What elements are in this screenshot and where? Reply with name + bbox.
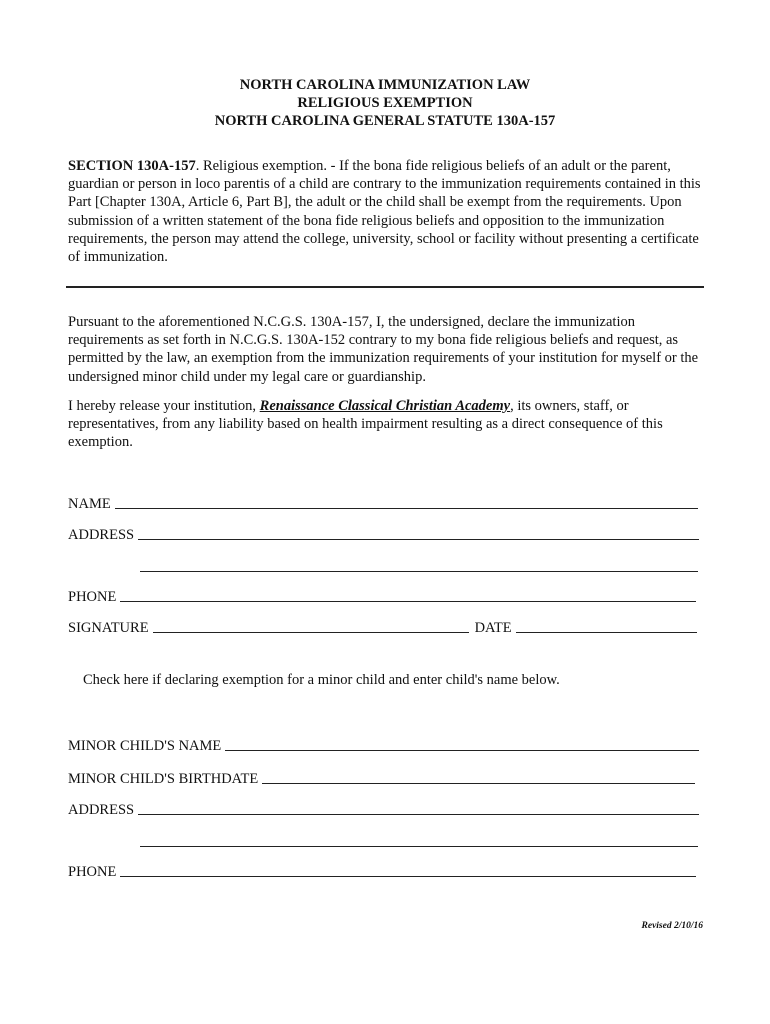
address-field-line-2[interactable] [140, 571, 698, 572]
name-label: NAME [68, 496, 111, 512]
date-label: DATE [474, 620, 512, 636]
address-field[interactable] [138, 538, 699, 540]
section-label: SECTION 130A-157 [68, 158, 196, 174]
child-birthdate-row [68, 768, 695, 788]
release-prefix: I hereby release your institution, [68, 398, 260, 414]
phone-field[interactable] [120, 600, 696, 602]
phone-label: PHONE [68, 589, 117, 605]
title-line-2: RELIGIOUS EXEMPTION [297, 95, 473, 111]
child-name-row [68, 735, 699, 755]
name-field[interactable] [115, 507, 698, 509]
declaration-paragraph: Pursuant to the aforementioned N.C.G.S. 130A-157, I, the undersigned, declare the immunization requirements as set forth in N.C.G.S. 130A-152 contrary to my bona fide religious beliefs and request, as permitted by the law, an exemption from the immunization requirements of your institution for myself or the undersigned minor child under my legal care or guardianship. [68, 314, 699, 385]
minor-child-check[interactable] [83, 672, 560, 689]
child-phone-field[interactable] [120, 875, 696, 877]
address-label: ADDRESS [68, 527, 135, 543]
signature-row [68, 617, 697, 637]
divider [66, 286, 704, 288]
child-address-field[interactable] [138, 813, 699, 815]
child-name-label: MINOR CHILD'S NAME [68, 738, 222, 754]
address-row [68, 524, 699, 544]
name-row [68, 493, 698, 513]
child-phone-row [68, 861, 696, 881]
statute-text: . Religious exemption. - If the bona fide religious beliefs of an adult or the parent, guardian or person in loco parentis of a child are contrary to the immunization requirements contained in this Part [Chapter 130A, Article 6, Part B], the adult or the child shall be exempt from the requirements. Upon submission of a written statement of the bona fide religious beliefs and opposition to the immunization requirements, the person may attend the college, university, school or facility without presenting a certificate of immunization. [68, 158, 701, 266]
child-address-label: ADDRESS [68, 802, 135, 818]
child-phone-label: PHONE [68, 864, 117, 880]
institution-name: Renaissance Classical Christian Academy [259, 398, 511, 414]
statute-paragraph [68, 157, 708, 266]
release-suffix: , its owners, staff, or representatives, from any liability based on health impairment resulting as a direct consequence of this exemption. [68, 398, 663, 451]
phone-row [68, 586, 696, 606]
child-address-field-line-2[interactable] [140, 846, 698, 847]
signature-label: SIGNATURE [68, 620, 149, 636]
minor-child-check-text: Check here if declaring exemption for a minor child and enter child's name below. [83, 672, 560, 688]
date-field[interactable] [516, 631, 697, 633]
child-address-row [68, 799, 699, 819]
release-paragraph [68, 397, 708, 452]
revision-date: Revised 2/10/16 [641, 921, 703, 931]
child-name-field[interactable] [225, 749, 699, 751]
signature-field[interactable] [153, 631, 469, 633]
child-birthdate-field[interactable] [262, 782, 695, 784]
title-line-3: NORTH CAROLINA GENERAL STATUTE 130A-157 [214, 113, 556, 129]
child-birthdate-label: MINOR CHILD'S BIRTHDATE [68, 771, 259, 787]
title-line-1: NORTH CAROLINA IMMUNIZATION LAW [239, 77, 531, 93]
